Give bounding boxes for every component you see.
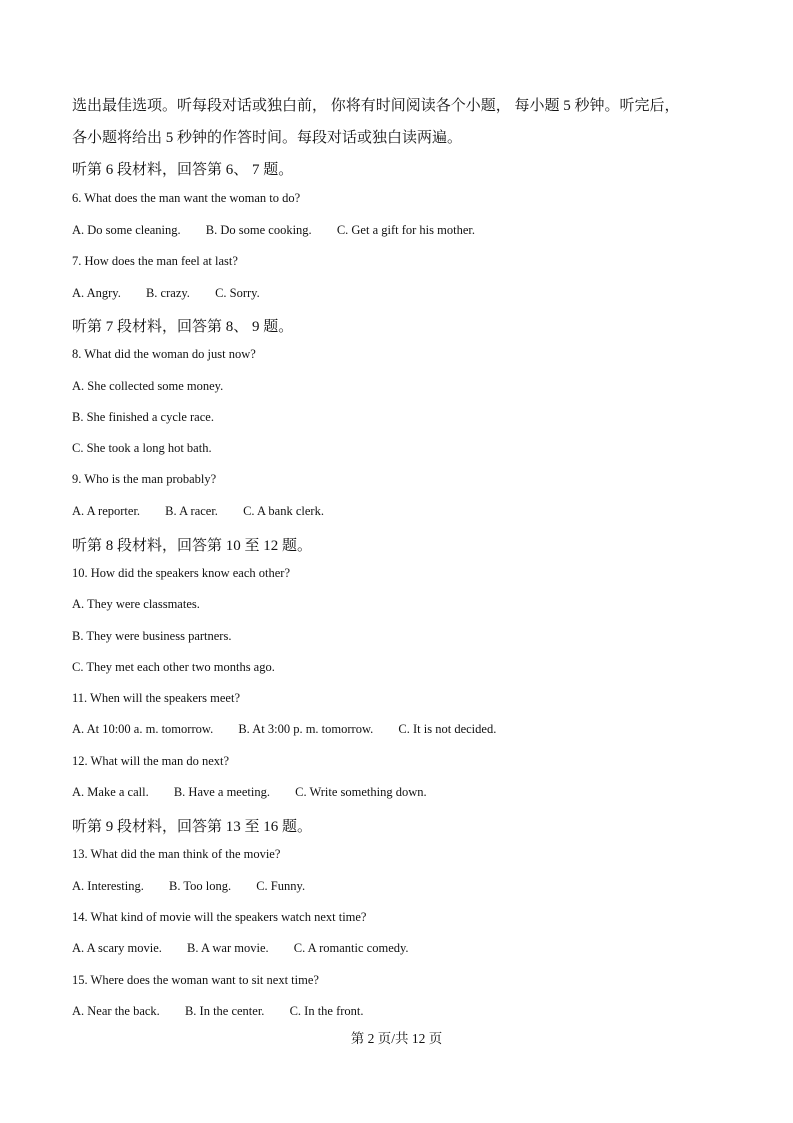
question-options <box>72 223 497 238</box>
question-options <box>72 1004 386 1019</box>
option: A. They were classmates. <box>72 597 200 611</box>
instruction-line-1: 选出最佳选项。听每段对话或独白前， 你将有时间阅读各个小题， 每小题 5 秒钟。听完后， <box>72 98 680 114</box>
option: C. A bank clerk. <box>243 504 324 518</box>
question-text: 9. Who is the man probably? <box>72 472 217 486</box>
question-text: 7. How does the man feel at last? <box>72 254 238 268</box>
instruction-line-2: 各小题将给出 5 秒钟的作答时间。每段对话或独白读两遍。 <box>72 130 463 146</box>
option: B. A war movie. <box>187 941 269 955</box>
question-text: 13. What did the man think of the movie? <box>72 847 281 861</box>
question-text: 14. What kind of movie will the speakers watch next time? <box>72 910 367 924</box>
option: B. Have a meeting. <box>173 785 270 799</box>
section-heading: 听第 7 段材料，回答第 8、 9 题。 <box>72 319 294 335</box>
option: B. She finished a cycle race. <box>72 410 214 424</box>
option: B. Do some cooking. <box>205 223 312 237</box>
section-heading: 听第 8 段材料，回答第 10 至 12 题。 <box>72 538 313 554</box>
question-text: 8. What did the woman do just now? <box>72 347 256 361</box>
question-options <box>72 785 449 800</box>
option: C. Sorry. <box>215 286 260 300</box>
option: C. Get a gift for his mother. <box>336 223 475 237</box>
option: B. Too long. <box>168 879 232 893</box>
question-text: 10. How did the speakers know each other? <box>72 566 290 580</box>
option: A. A reporter. <box>72 504 141 518</box>
question-options <box>72 286 282 301</box>
option: C. She took a long hot bath. <box>72 441 212 455</box>
option: A. A scary movie. <box>72 941 162 955</box>
option: C. It is not decided. <box>398 722 497 736</box>
option: C. Funny. <box>256 879 306 893</box>
option: A. Make a call. <box>72 785 149 799</box>
question-text: 11. When will the speakers meet? <box>72 691 240 705</box>
page-footer: 第 2 页/共 12 页 <box>350 1031 443 1046</box>
option: A. She collected some money. <box>72 379 224 393</box>
option: B. At 3:00 p. m. tomorrow. <box>238 722 374 736</box>
question-options <box>72 879 327 894</box>
option: C. Write something down. <box>295 785 427 799</box>
question-options <box>72 941 431 956</box>
section-heading: 听第 9 段材料，回答第 13 至 16 题。 <box>72 819 313 835</box>
question-options <box>72 504 346 519</box>
option: A. At 10:00 a. m. tomorrow. <box>72 722 214 736</box>
option: A. Near the back. <box>72 1004 160 1018</box>
question-text: 12. What will the man do next? <box>72 754 230 768</box>
question-text: 15. Where does the woman want to sit next time? <box>72 973 319 987</box>
option: A. Interesting. <box>72 879 144 893</box>
option: C. In the front. <box>289 1004 364 1018</box>
question-options <box>72 722 518 737</box>
option: B. They were business partners. <box>72 629 232 643</box>
option: A. Do some cleaning. <box>72 223 181 237</box>
section-heading: 听第 6 段材料，回答第 6、 7 题。 <box>72 162 294 178</box>
option: B. A racer. <box>165 504 218 518</box>
option: C. They met each other two months ago. <box>72 660 275 674</box>
option: B. crazy. <box>145 286 190 300</box>
option: C. A romantic comedy. <box>293 941 409 955</box>
option: B. In the center. <box>184 1004 265 1018</box>
question-text: 6. What does the man want the woman to do? <box>72 191 301 205</box>
option: A. Angry. <box>72 286 121 300</box>
